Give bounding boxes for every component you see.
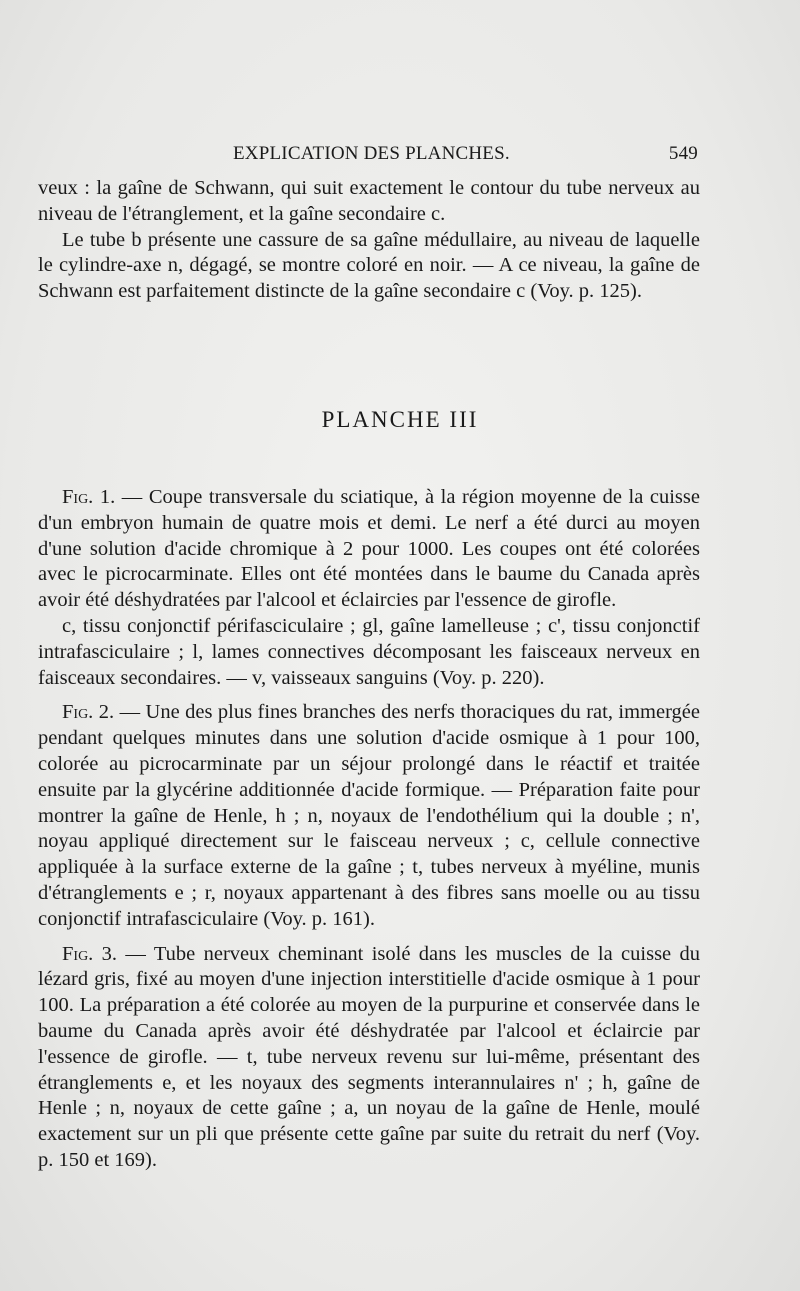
figure-2-label: Fig. 2. (62, 701, 115, 724)
page-number: 549 (668, 143, 698, 164)
figure-3-text: — Tube nerveux cheminant isolé dans les muscles de la cuisse du lézard gris, fixé au moyen d'une injection interstitielle d'acide osmique à 1 pour 100. La préparation a été colorée au moyen de la purpurine et conservée dans le baume du Canada après avoir été déshydratée par l'alcool et éclaircie par l'essence de girofle. — t, tube nerveux revenu sur lui-même, présentant des étranglements e, et les noyaux des segments interannulaires n' ; h, gaîne de Henle ; n, noyaux de cette gaîne ; a, un noyau de la gaîne de Henle, moulé exactement sur un pli que présente cette gaîne par suite du retrait du nerf (Voy. p. 150 et 169). (38, 942, 701, 1171)
paragraph-gap (38, 691, 700, 700)
figure-1-text: — Coupe transversale du sciatique, à la région moyenne de la cuisse d'un embryon humain de quatre mois et demi. Le nerf a été durci au moyen d'une solution d'acide chromique à 2 pour 1000. Les coupes ont été colorées avec le picrocarminate. Elles ont été montées dans le baume du Canada après avoir été déshydratées par l'alcool et éclaircies par l'essence de girofle. (38, 486, 700, 612)
running-title: EXPLICATION DES PLANCHES. (233, 143, 510, 164)
continued-paragraph: veux : la gaîne de Schwann, qui suit exactement le contour du tube nerveux au niveau de l'étranglement, et la gaîne secondaire c. (38, 177, 700, 225)
continued-text (38, 176, 700, 305)
figure-1-label: Fig. 1. (62, 486, 116, 508)
figure-explanations (38, 485, 700, 1174)
figure-2-paragraph (38, 700, 700, 932)
figure-3-label: Fig. 3. (62, 942, 118, 965)
figure-1-legend: c, tissu conjonctif périfasciculaire ; gl, gaîne lamelleuse ; c', tissu conjonctif intrafasciculaire ; l, lames connectives décomposant les faisceaux nerveux en faisceaux secondaires. — v, vaisseaux sanguins (Voy. p. 220). (38, 614, 700, 689)
figure-3-paragraph (38, 942, 700, 1174)
figure-2-text: — Une des plus fines branches des nerfs thoraciques du rat, immergée pendant quelques minutes dans une solution d'acide osmique à 1 pour 100, colorée au picrocarminate par un séjour prolongé dans le réactif et traitée ensuite par la glycérine additionnée d'acide formique. — Préparation faite pour montrer la gaîne de Henle, h ; n, noyaux de l'endothélium qui la double ; n', noyau appliqué directement sur le faisceau nerveux ; c, cellule connective appliquée à la surface externe de la gaîne ; t, tubes nerveux à myéline, munis d'étranglements e ; r, noyaux appartenant à des fibres sans moelle ou au tissu conjonctif intrafasciculaire (Voy. p. 161). (38, 701, 700, 930)
plate-heading: PLANCHE III (321, 407, 479, 432)
figure-1-paragraph (38, 485, 700, 614)
paragraph-gap (38, 933, 700, 942)
running-header (38, 143, 700, 167)
tube-b-paragraph: Le tube b présente une cassure de sa gaîne médullaire, au niveau de laquelle le cylindre-axe n, dégagé, se montre coloré en noir. — A ce niveau, la gaîne de Schwann est parfaitement distincte de la gaîne secondaire c (Voy. p. 125). (38, 228, 700, 303)
